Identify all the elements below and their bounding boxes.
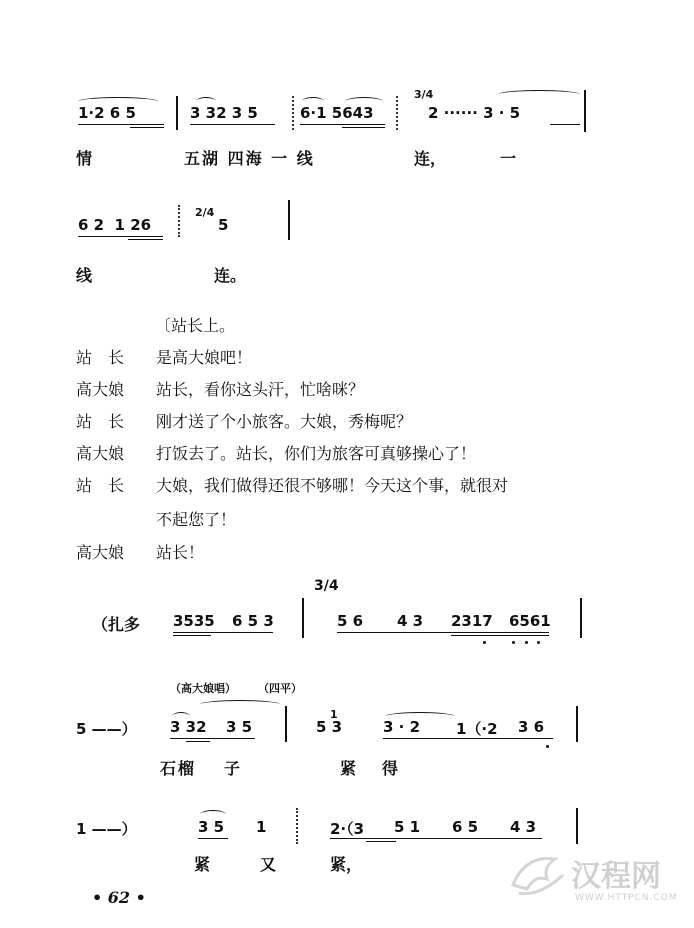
underline xyxy=(173,635,211,636)
lyric: 五湖 四海 一 线 xyxy=(184,149,315,168)
score-line3-lead: （扎多 xyxy=(92,615,141,634)
speech: 站长！ xyxy=(156,543,205,562)
score-line1-notes-b: 3 32 3 5 xyxy=(190,104,258,122)
underline xyxy=(78,124,164,125)
underline xyxy=(342,127,385,128)
underline xyxy=(366,841,396,842)
underline xyxy=(337,632,549,633)
speech: 刚才送了个小旅客。大娘，秀梅呢？ xyxy=(156,412,413,431)
slur xyxy=(200,700,280,709)
speaker: 高大娘 xyxy=(76,444,125,463)
grace-note: 1 xyxy=(330,708,338,721)
score-line2-time: 2/4 xyxy=(195,206,215,219)
speech: 不起您了！ xyxy=(156,510,237,529)
underline xyxy=(198,838,228,839)
underline xyxy=(190,124,275,125)
page-number: • 62 • xyxy=(92,888,146,907)
watermark-logo-icon xyxy=(505,845,575,905)
notes: 3 · 2 xyxy=(383,718,421,736)
lyric: 连， xyxy=(414,149,447,168)
notes: 3535 xyxy=(173,612,215,630)
notes: 1（·2 xyxy=(456,720,498,738)
bar-line xyxy=(178,205,180,237)
dot xyxy=(537,641,540,644)
dot xyxy=(546,745,549,748)
notes: 3 32 xyxy=(170,718,207,736)
slur xyxy=(172,712,190,721)
dot xyxy=(483,641,486,644)
lyric: 紧， xyxy=(330,855,363,874)
notes: 6 5 xyxy=(452,818,479,836)
speaker: 站 长 xyxy=(76,348,125,367)
bar-line xyxy=(292,96,294,130)
bar-line xyxy=(580,598,582,638)
slur xyxy=(302,97,324,106)
score-line5-lead: 1 ——） xyxy=(76,820,137,838)
score-line3-time: 3/4 xyxy=(314,578,339,594)
annotation: （四平） xyxy=(258,682,302,695)
notes: 5 6 xyxy=(337,612,364,630)
lyric: 紧 xyxy=(194,855,211,874)
underline xyxy=(170,738,255,739)
underline xyxy=(173,632,273,633)
speaker: 高大娘 xyxy=(76,380,125,399)
speech: 站长，看你这头汗，忙啥咪？ xyxy=(156,380,365,399)
notes: 4 3 xyxy=(510,818,537,836)
underline xyxy=(128,239,163,240)
bar-line xyxy=(576,706,578,742)
notes: 5 3 xyxy=(316,718,343,736)
slur xyxy=(345,97,383,106)
watermark xyxy=(505,845,690,920)
slur xyxy=(385,712,455,721)
slur xyxy=(498,90,580,99)
score-line1-notes-c: 6·1 5643 xyxy=(300,104,374,122)
dot xyxy=(525,641,528,644)
notes: 3 5 xyxy=(226,718,253,736)
notes: 6 5 3 xyxy=(232,612,274,630)
underline xyxy=(300,124,385,125)
notes: 2317 xyxy=(451,612,493,630)
notes: 3 6 xyxy=(518,718,545,736)
bar-line xyxy=(285,706,287,742)
bar-line xyxy=(584,90,586,132)
speaker: 高大娘 xyxy=(76,543,125,562)
slur xyxy=(78,97,158,106)
bar-line xyxy=(576,808,578,844)
watermark-url: WWW.HTTPCN.COM xyxy=(575,893,678,903)
underline xyxy=(330,838,542,839)
underline xyxy=(78,236,163,237)
bar-line xyxy=(288,200,290,240)
speech: 大娘，我们做得还很不够哪！今天这个事，就很对 xyxy=(156,476,509,495)
score-line1-time: 3/4 xyxy=(414,88,434,101)
score-line2-notes-b: 5 xyxy=(218,216,229,234)
slur xyxy=(196,97,216,106)
lyric: 情 xyxy=(76,149,93,168)
notes: 3 5 xyxy=(198,818,225,836)
score-line4-lead: 5 ——） xyxy=(76,720,137,738)
dot xyxy=(512,641,515,644)
bar-line xyxy=(302,598,304,638)
speaker: 站 长 xyxy=(76,412,125,431)
bar-line xyxy=(296,808,298,844)
underline xyxy=(383,738,553,739)
underline xyxy=(451,635,549,636)
notes: 2·（3 xyxy=(330,820,365,838)
score-line2-notes-a: 6 2 1 26 xyxy=(78,216,152,234)
lyric: 紧 xyxy=(340,759,357,778)
annotation: （高大娘唱） xyxy=(170,682,236,695)
notes: 4 3 xyxy=(397,612,424,630)
speaker: 站 长 xyxy=(76,476,125,495)
score-line1-notes-d: 2 ······ 3 · 5 xyxy=(428,104,521,122)
watermark-brand: 汉程网 xyxy=(571,859,661,894)
score-line1-notes-a: 1·2 6 5 xyxy=(78,104,136,122)
stage-direction: 〔站长上。 xyxy=(155,316,236,335)
speech: 打饭去了。站长，你们为旅客可真够操心了！ xyxy=(156,444,477,463)
underline xyxy=(550,124,580,125)
bar-line xyxy=(176,96,178,130)
notes: 6561 xyxy=(509,612,551,630)
bar-line xyxy=(396,96,398,130)
lyric: 子 xyxy=(224,759,241,778)
lyric: 线 xyxy=(76,266,93,285)
notes: 1 xyxy=(256,818,267,836)
lyric: 一 xyxy=(500,149,517,168)
underline xyxy=(130,127,164,128)
lyric: 连。 xyxy=(214,266,247,285)
lyric: 得 xyxy=(382,759,399,778)
lyric: 石榴 xyxy=(160,759,197,778)
speech: 是高大娘吧！ xyxy=(156,348,253,367)
notes: 5 1 xyxy=(394,818,421,836)
underline xyxy=(186,741,210,742)
lyric: 又 xyxy=(260,855,277,874)
slur xyxy=(200,810,226,819)
